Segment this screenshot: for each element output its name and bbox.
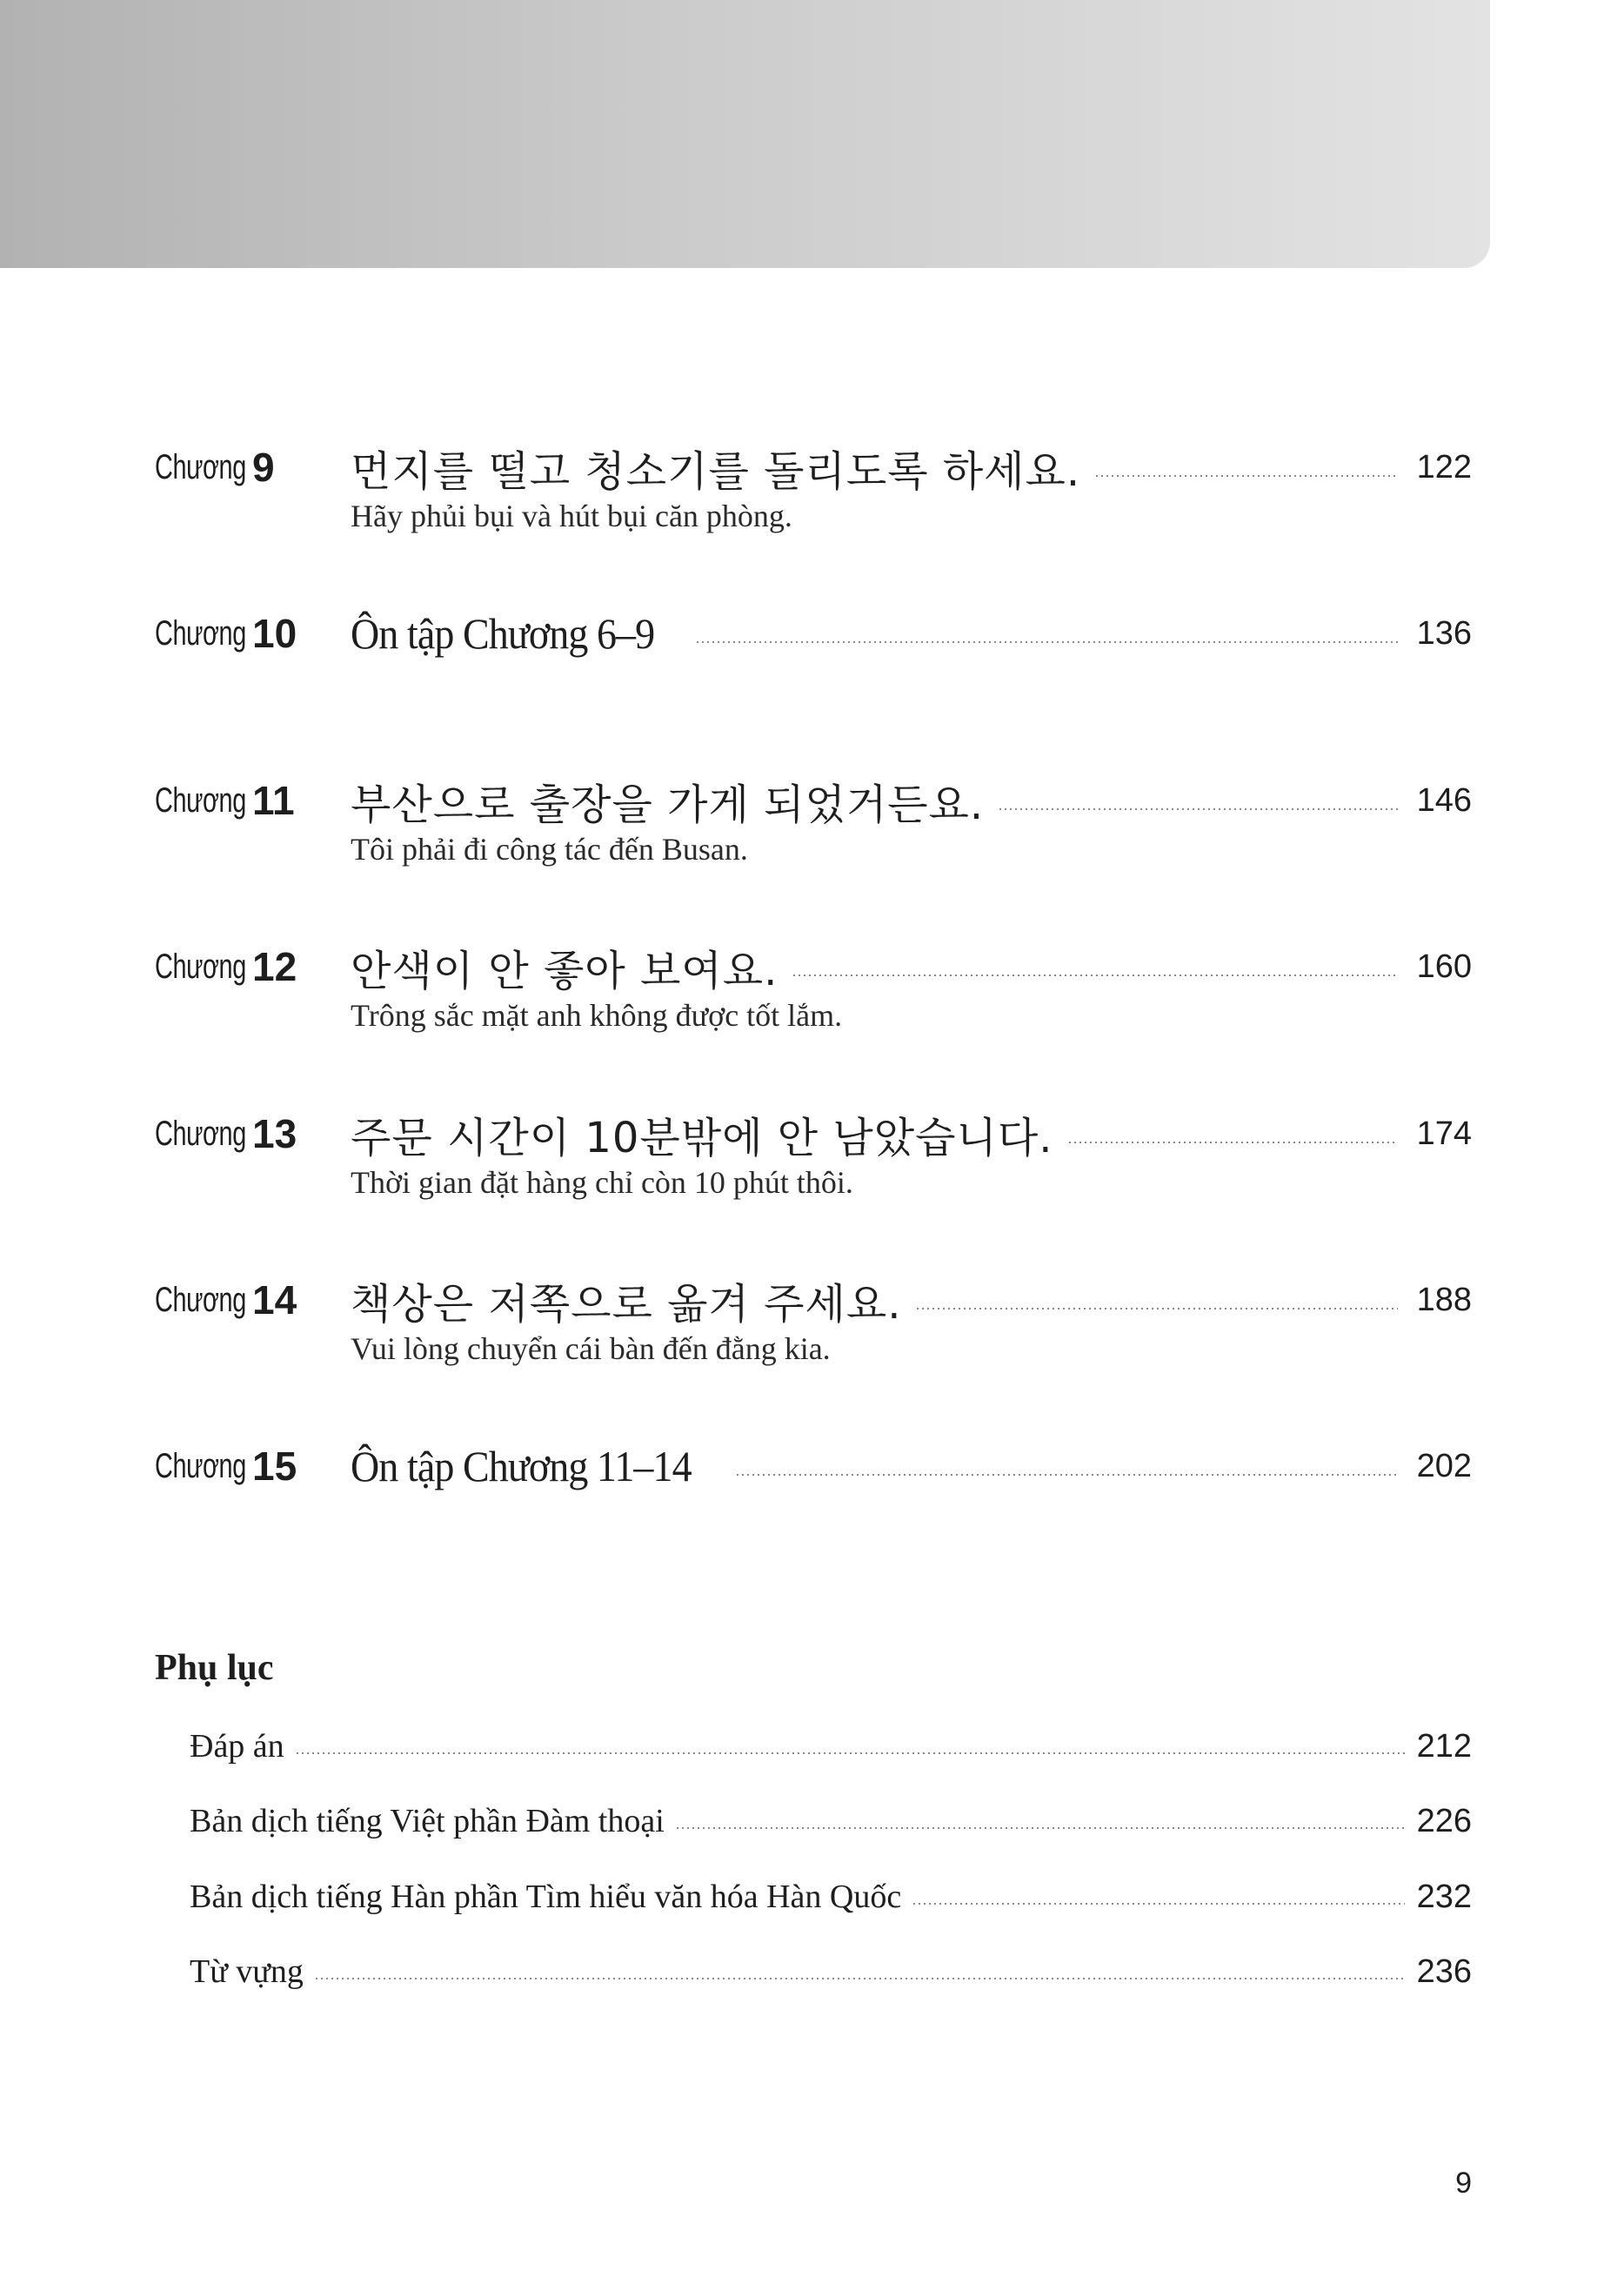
page-number: 136: [1416, 614, 1472, 652]
chapter-title: 책상은 저쪽으로 옮겨 주세요.: [351, 1279, 902, 1329]
chapter-title-line: [351, 1095, 1472, 1173]
chapter-title: 먼지를 떨고 청소기를 돌리도록 하세요.: [351, 446, 1081, 496]
dot-leader: [675, 1827, 1405, 1829]
chapter-label: [155, 1261, 297, 1339]
chapter-word: Chương: [155, 947, 246, 986]
chapter-title: 주문 시간이 10분밖에 안 남았습니다.: [351, 1113, 1053, 1162]
appendix-item-vietnamese-translation[interactable]: [190, 1791, 1472, 1852]
chapter-label: [155, 1427, 297, 1505]
chapter-title-line: [351, 428, 1472, 506]
chapter-label: [155, 594, 297, 673]
chapter-title-line: [351, 761, 1472, 840]
chapter-subtitle: Trông sắc mặt anh không được tốt lắm.: [351, 998, 843, 1033]
chapter-word: Chương: [155, 780, 246, 820]
chapter-subtitle: Hãy phủi bụi và hút bụi căn phòng.: [351, 499, 792, 533]
chapter-subtitle: Tôi phải đi công tác đến Busan.: [351, 832, 748, 867]
page-number: 146: [1416, 781, 1472, 819]
page-number: 236: [1416, 1952, 1472, 1990]
chapter-title-line: [351, 1427, 1472, 1505]
dot-leader: [295, 1752, 1405, 1754]
chapter-word: Chương: [155, 613, 246, 653]
chapter-number: 10: [252, 611, 297, 656]
chapter-subtitle: Vui lòng chuyển cái bàn đến đằng kia.: [351, 1331, 831, 1366]
chapter-label: [155, 928, 297, 1006]
chapter-number: 9: [252, 445, 275, 490]
chapter-number: 13: [252, 1111, 297, 1156]
page-number: 160: [1416, 948, 1472, 985]
appendix-item-answers[interactable]: [190, 1716, 1472, 1777]
appendix-item-label: Từ vựng: [190, 1953, 304, 1990]
page-number: 188: [1416, 1281, 1472, 1318]
chapter-number: 11: [252, 778, 295, 823]
chapter-number: 15: [252, 1443, 297, 1489]
chapter-label: [155, 1095, 297, 1173]
chapter-title-line: [351, 594, 1472, 673]
chapter-title-line: [351, 1261, 1472, 1339]
dot-leader: [1094, 475, 1397, 477]
page-number: 226: [1416, 1802, 1472, 1839]
chapter-title: 안색이 안 좋아 보여요.: [351, 946, 779, 995]
appendix-item-korean-translation[interactable]: [190, 1866, 1472, 1927]
appendix-heading: Phụ lục: [155, 1648, 274, 1688]
chapter-title: 부산으로 출장을 가게 되었거든요.: [351, 780, 985, 829]
chapter-word: Chương: [155, 1446, 246, 1485]
page-number: 174: [1416, 1115, 1472, 1152]
chapter-label: [155, 761, 295, 840]
appendix-item-label: Bản dịch tiếng Việt phần Đàm thoại: [190, 1803, 665, 1839]
dot-leader: [915, 1308, 1397, 1309]
chapter-word: Chương: [155, 1280, 246, 1319]
dot-leader: [792, 975, 1397, 976]
chapter-number: 12: [252, 944, 297, 989]
chapter-word: Chương: [155, 447, 246, 486]
page-number: 232: [1416, 1878, 1472, 1915]
page-number: 122: [1416, 448, 1472, 486]
chapter-number: 14: [252, 1277, 297, 1323]
page-number: 202: [1416, 1447, 1472, 1484]
dot-leader: [998, 808, 1397, 810]
chapter-title: Ôn tập Chương 6–9: [351, 609, 655, 658]
dot-leader: [735, 1474, 1398, 1476]
chapter-title: Ôn tập Chương 11–14: [351, 1442, 692, 1490]
dot-leader: [695, 641, 1398, 643]
chapter-word: Chương: [155, 1114, 246, 1153]
chapter-subtitle: Thời gian đặt hàng chỉ còn 10 phút thôi.: [351, 1165, 853, 1200]
chapter-label: [155, 428, 275, 506]
dot-leader: [1067, 1142, 1398, 1143]
folio-page-number: 9: [1455, 2167, 1472, 2200]
chapter-title-line: [351, 928, 1472, 1006]
dot-leader: [912, 1903, 1404, 1905]
dot-leader: [314, 1978, 1405, 1979]
header-band: [0, 0, 1490, 268]
appendix-item-label: Bản dịch tiếng Hàn phần Tìm hiểu văn hóa Hàn Quốc: [190, 1879, 902, 1915]
appendix-item-vocabulary[interactable]: [190, 1941, 1472, 2002]
page-number: 212: [1416, 1727, 1472, 1765]
appendix-item-label: Đáp án: [190, 1728, 284, 1765]
